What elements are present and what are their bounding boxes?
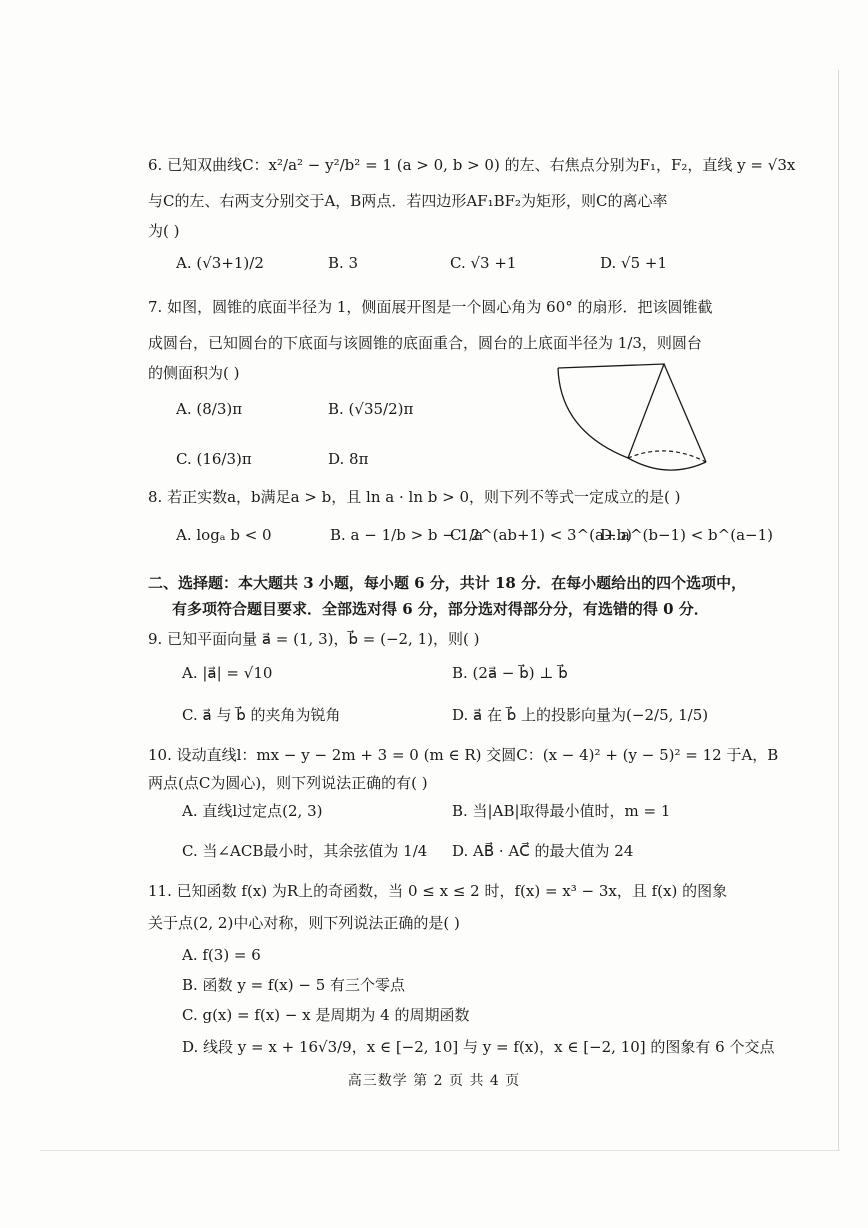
q11-option-d: D. 线段 y = x + 16√3/9，x ∈ [−2, 10] 与 y = f(x)，x ∈ [−2, 10] 的图象有 6 个交点: [182, 1038, 775, 1056]
q9-option-d: D. a⃗ 在 b⃗ 上的投影向量为(−2/5, 1/5): [452, 706, 709, 724]
q7-option-d: D. 8π: [328, 450, 369, 468]
sector-radii: [558, 364, 664, 458]
q8-option-c: C. 2^(ab+1) < 3^(a+b): [450, 526, 632, 544]
q7-line2: 成圆台，已知圆台的下底面与该圆锥的底面重合，圆台的上底面半径为 1/3，则圆台: [148, 334, 702, 352]
q7-line3: 的侧面积为( ): [148, 364, 240, 382]
q11-line1: 11. 已知函数 f(x) 为R上的奇函数，当 0 ≤ x ≤ 2 时，f(x) = x³ − 3x，且 f(x) 的图象: [148, 882, 728, 900]
cone-slant-right: [664, 364, 706, 462]
q6-option-a: A. (√3+1)/2: [176, 254, 264, 272]
q11-option-c: C. g(x) = f(x) − x 是周期为 4 的周期函数: [182, 1006, 470, 1024]
q10-option-d: D. AB⃗ · AC⃗ 的最大值为 24: [452, 842, 634, 860]
q7-option-a: A. (8/3)π: [176, 400, 243, 418]
q6-line3: 为( ): [148, 222, 180, 240]
scan-bottom-line: [40, 1150, 840, 1151]
q10-line1: 10. 设动直线l：mx − y − 2m + 3 = 0 (m ∈ R) 交圆C：(x − 4)² + (y − 5)² = 12 于A，B: [148, 746, 779, 764]
q10-option-b: B. 当|AB|取得最小值时，m = 1: [452, 802, 671, 820]
q11-option-a: A. f(3) = 6: [182, 946, 261, 964]
sector-arc: [558, 368, 628, 458]
q11-option-b: B. 函数 y = f(x) − 5 有三个零点: [182, 976, 406, 994]
q7-option-b: B. (√35/2)π: [328, 400, 414, 418]
q8-option-b: B. a − 1/b > b − 1/a: [330, 526, 484, 544]
q6-line2: 与C的左、右两支分别交于A，B两点．若四边形AF₁BF₂为矩形，则C的离心率: [148, 192, 668, 210]
q6-option-b: B. 3: [328, 254, 359, 272]
q9-option-b: B. (2a⃗ − b⃗) ⊥ b⃗: [452, 664, 568, 682]
q8-option-a: A. logₐ b < 0: [176, 526, 272, 544]
q7-line1: 7. 如图，圆锥的底面半径为 1，侧面展开图是一个圆心角为 60° 的扇形．把该圆锥截: [148, 298, 713, 316]
q6-line1: 6. 已知双曲线C：x²/a² − y²/b² = 1 (a > 0, b > 0) 的左、右焦点分别为F₁，F₂，直线 y = √3x: [148, 156, 796, 174]
section2-heading-line2: 有多项符合题目要求．全部选对得 6 分，部分选对得部分分，有选错的得 0 分．: [172, 600, 709, 618]
q6-option-d: D. √5 +1: [600, 254, 668, 272]
q11-line2: 关于点(2, 2)中心对称，则下列说法正确的是( ): [148, 914, 460, 932]
scan-edge-line: [838, 70, 839, 1150]
cone-base-front: [628, 458, 706, 470]
cone-sector-figure: [552, 356, 712, 481]
q8-line1: 8. 若正实数a，b满足a > b，且 ln a · ln b > 0，则下列不等式一定成立的是( ): [148, 488, 681, 506]
q10-option-a: A. 直线l过定点(2, 3): [182, 802, 323, 820]
page-footer: 高三数学 第 2 页 共 4 页: [347, 1073, 521, 1089]
q10-option-c: C. 当∠ACB最小时，其余弦值为 1/4: [182, 842, 428, 860]
section2-heading-line1: 二、选择题：本大题共 3 小题，每小题 6 分，共计 18 分．在每小题给出的四个选项中，: [148, 574, 747, 592]
q6-option-c: C. √3 +1: [450, 254, 517, 272]
q10-line2: 两点(点C为圆心)，则下列说法正确的有( ): [148, 774, 428, 792]
q7-option-c: C. (16/3)π: [176, 450, 252, 468]
q9-option-a: A. |a⃗| = √10: [182, 664, 273, 682]
q9-option-c: C. a⃗ 与 b⃗ 的夹角为锐角: [182, 706, 341, 724]
q8-option-d: D. a^(b−1) < b^(a−1): [600, 526, 773, 544]
cone-base-back-dashed: [628, 451, 706, 462]
q9-line1: 9. 已知平面向量 a⃗ = (1, 3)，b⃗ = (−2, 1)，则( ): [148, 630, 480, 648]
